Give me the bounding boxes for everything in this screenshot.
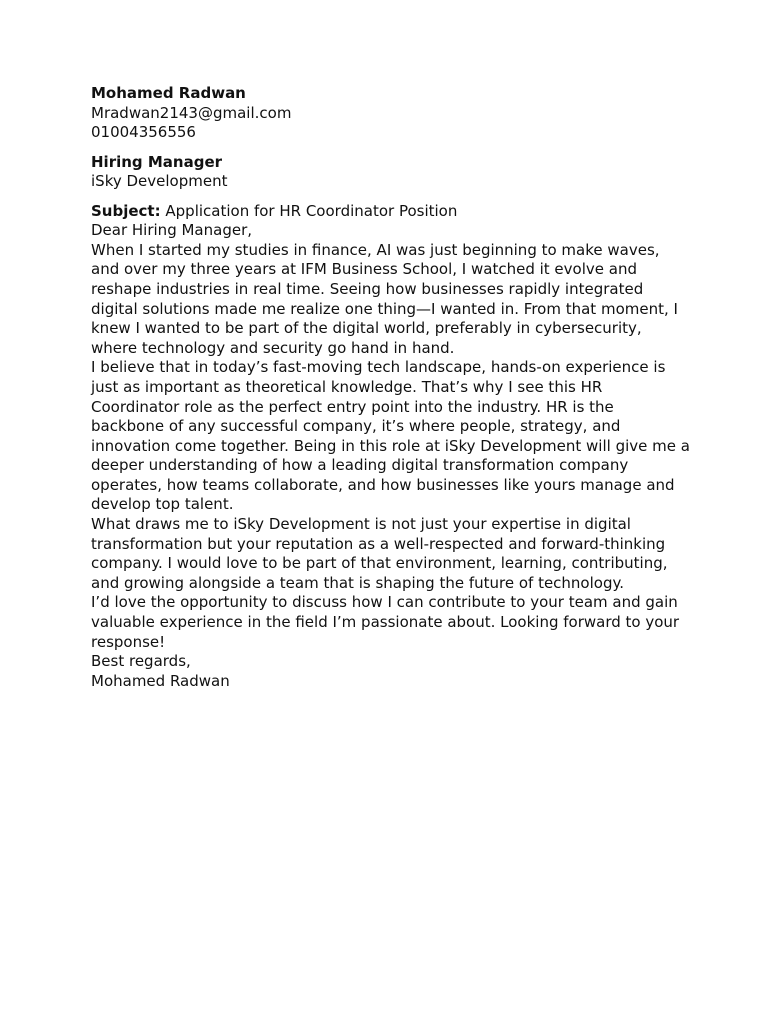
- recipient-company: iSky Development: [91, 172, 228, 191]
- sender-email: Mradwan2143@gmail.com: [91, 103, 292, 122]
- sender-name: Mohamed Radwan: [91, 84, 246, 102]
- closing-phrase: Best regards,: [91, 652, 191, 671]
- sender-block: [91, 84, 691, 143]
- recipient-block: [91, 153, 691, 192]
- subject-line: [91, 202, 691, 222]
- closing-block: [91, 652, 691, 691]
- closing-name: Mohamed Radwan: [91, 671, 230, 690]
- body-paragraph-3: What draws me to iSky Development is not just your expertise in digital transformation but your reputation as a well-respected and forward-thinking company. I would love to be part of that environment, learning, contributing, and growing alongside a team that is shaping the future of technology.: [91, 515, 668, 592]
- body-paragraph-4: I’d love the opportunity to discuss how I can contribute to your team and gain valuable experience in the field I’m passionate about. Looking forward to your response!: [91, 593, 680, 651]
- sender-phone: 01004356556: [91, 123, 196, 142]
- greeting: Dear Hiring Manager,: [91, 221, 253, 240]
- subject-label: Subject:: [91, 201, 161, 220]
- body-paragraph-1: When I started my studies in finance, AI was just beginning to make waves, and over my three years at IFM Business School, I watched it evolve and reshape industries in real time. Seeing how businesses rapidly integrated digital solutions made me realize one thing—I wanted in. From that moment, I knew I wanted to be part of the digital world, preferably in cybersecurity, where technology and security go hand in hand.: [91, 240, 678, 357]
- body-paragraph-2: I believe that in today’s fast-moving tech landscape, hands-on experience is just as important as theoretical knowledge. That’s why I see this HR Coordinator role as the perfect entry point into the industry. HR is the backbone of any successful company, it’s where people, strategy, and innovation come together. Being in this role at iSky Development will give me a deeper understanding of how a leading digital transformation company operates, how teams collaborate, and how businesses like yours manage and develop top talent.: [91, 358, 690, 514]
- subject-text: Application for HR Coordinator Position: [165, 201, 458, 220]
- recipient-title: Hiring Manager: [91, 152, 223, 171]
- cover-letter-page: [91, 84, 691, 701]
